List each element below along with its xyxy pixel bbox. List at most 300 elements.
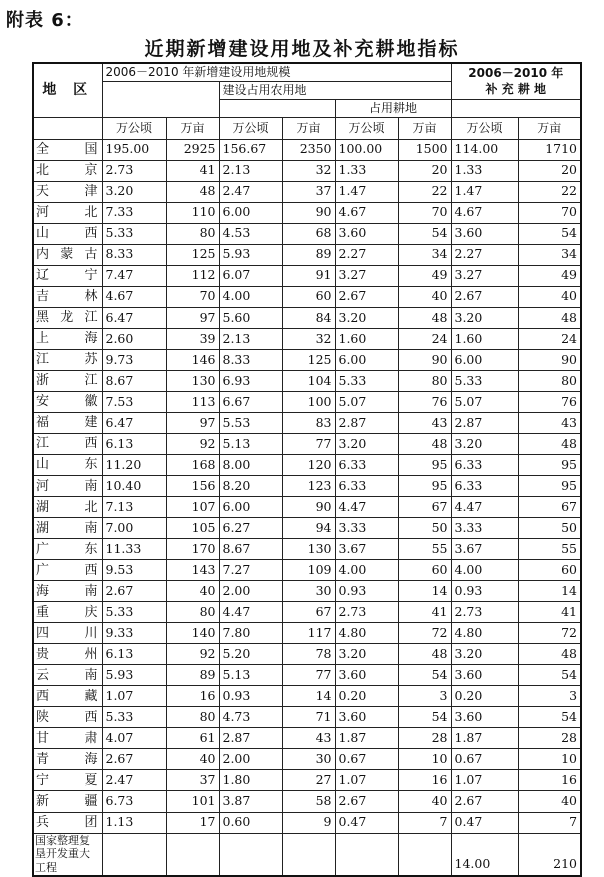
new-land-wan-gongqing-cell: 6.47 — [102, 307, 166, 328]
farmland-wan-gongqing-cell: 3.67 — [335, 539, 398, 560]
new-land-wan-gongqing-cell: 7.00 — [102, 518, 166, 539]
new-land-wan-mu-cell: 170 — [166, 539, 219, 560]
table-row — [33, 433, 581, 454]
farmland-wan-mu-cell: 49 — [398, 265, 451, 286]
supplement-wan-mu-cell: 76 — [518, 391, 581, 412]
ag-land-wan-gongqing-cell: 2.87 — [219, 728, 282, 749]
new-land-wan-mu-cell: 89 — [166, 665, 219, 686]
new-land-wan-mu-cell: 17 — [166, 812, 219, 833]
farmland-wan-gongqing-cell: 0.67 — [335, 749, 398, 770]
land-quota-table — [32, 62, 582, 877]
table-row — [33, 518, 581, 539]
supplement-wan-gongqing-cell: 3.67 — [451, 539, 518, 560]
new-land-wan-gongqing-cell: 6.13 — [102, 433, 166, 454]
supplement-wan-gongqing-cell: 6.00 — [451, 349, 518, 370]
table-row — [33, 412, 581, 433]
supplement-header-line2: 补 充 耕 地 — [485, 82, 547, 97]
table-row — [33, 202, 581, 223]
new-land-wan-mu-cell: 16 — [166, 686, 219, 707]
new-land-wan-mu-cell: 2925 — [166, 139, 219, 160]
region-name-cell: 江苏 — [33, 349, 102, 370]
new-land-wan-mu-cell: 97 — [166, 307, 219, 328]
farmland-wan-mu-cell: 41 — [398, 602, 451, 623]
new-land-wan-mu-cell: 39 — [166, 328, 219, 349]
region-name-cell: 内蒙古 — [33, 244, 102, 265]
supplement-wan-gongqing-cell: 3.20 — [451, 644, 518, 665]
new-land-wan-mu-cell: 80 — [166, 707, 219, 728]
ag-land-wan-mu-cell: 77 — [282, 665, 335, 686]
table-row — [33, 707, 581, 728]
ag-land-wan-mu-cell: 123 — [282, 476, 335, 497]
empty-cell — [282, 833, 335, 876]
farmland-wan-gongqing-cell: 4.67 — [335, 202, 398, 223]
ag-land-wan-mu-cell: 32 — [282, 328, 335, 349]
farmland-wan-gongqing-cell: 1.07 — [335, 770, 398, 791]
new-land-wan-gongqing-cell: 2.47 — [102, 770, 166, 791]
table-row — [33, 139, 581, 160]
empty-cell — [398, 833, 451, 876]
region-name-cell: 北京 — [33, 160, 102, 181]
new-land-wan-mu-cell: 146 — [166, 349, 219, 370]
farmland-wan-gongqing-cell: 4.47 — [335, 497, 398, 518]
region-name-cell: 湖北 — [33, 497, 102, 518]
farmland-wan-mu-cell: 22 — [398, 181, 451, 202]
supplement-wan-mu-cell: 43 — [518, 412, 581, 433]
ag-land-wan-gongqing-cell: 7.27 — [219, 560, 282, 581]
table-row — [33, 244, 581, 265]
region-name-cell: 贵州 — [33, 644, 102, 665]
blank-header-cell — [102, 81, 219, 117]
supplement-wan-mu-cell: 95 — [518, 454, 581, 475]
table-row — [33, 349, 581, 370]
new-land-wan-gongqing-cell: 7.53 — [102, 391, 166, 412]
new-land-wan-mu-cell: 48 — [166, 181, 219, 202]
blank-header-cell — [451, 99, 581, 117]
new-land-wan-mu-cell: 92 — [166, 433, 219, 454]
new-land-wan-mu-cell: 97 — [166, 412, 219, 433]
unit-header: 万公顷 — [451, 117, 518, 139]
new-land-wan-mu-cell: 101 — [166, 791, 219, 812]
table-row — [33, 370, 581, 391]
new-land-wan-gongqing-cell: 6.73 — [102, 791, 166, 812]
new-land-wan-mu-cell: 107 — [166, 497, 219, 518]
ag-land-wan-gongqing-cell: 2.47 — [219, 181, 282, 202]
supplement-wan-gongqing-cell: 4.80 — [451, 623, 518, 644]
supplement-wan-mu-cell: 50 — [518, 518, 581, 539]
ag-land-wan-gongqing-cell: 8.33 — [219, 349, 282, 370]
new-land-wan-gongqing-cell: 6.47 — [102, 412, 166, 433]
supplement-wan-gongqing-cell: 3.20 — [451, 433, 518, 454]
new-land-wan-mu-cell: 110 — [166, 202, 219, 223]
ag-land-wan-gongqing-cell: 2.13 — [219, 328, 282, 349]
farmland-wan-mu-cell: 10 — [398, 749, 451, 770]
supplement-wan-mu-cell: 3 — [518, 686, 581, 707]
farmland-wan-mu-cell: 60 — [398, 560, 451, 581]
supplement-wan-mu-cell: 22 — [518, 181, 581, 202]
supplement-wan-gongqing-cell: 6.33 — [451, 454, 518, 475]
supplement-wan-gongqing-cell: 3.27 — [451, 265, 518, 286]
farmland-wan-gongqing-cell: 2.67 — [335, 286, 398, 307]
supplement-wan-mu-cell: 95 — [518, 476, 581, 497]
supplement-wan-gongqing-cell: 3.20 — [451, 307, 518, 328]
new-land-wan-gongqing-cell: 195.00 — [102, 139, 166, 160]
farmland-wan-gongqing-cell: 3.60 — [335, 223, 398, 244]
farmland-wan-mu-cell: 95 — [398, 454, 451, 475]
farmland-wan-gongqing-cell: 1.60 — [335, 328, 398, 349]
farmland-wan-mu-cell: 14 — [398, 581, 451, 602]
region-name-cell: 河北 — [33, 202, 102, 223]
supplement-wan-mu-cell: 54 — [518, 707, 581, 728]
farmland-wan-gongqing-cell: 3.27 — [335, 265, 398, 286]
table-row — [33, 391, 581, 412]
farmland-wan-mu-cell: 48 — [398, 644, 451, 665]
unit-header: 万公顷 — [102, 117, 166, 139]
farmland-wan-gongqing-cell: 3.20 — [335, 307, 398, 328]
table-row — [33, 812, 581, 833]
unit-header: 万公顷 — [219, 117, 282, 139]
ag-land-wan-mu-cell: 30 — [282, 749, 335, 770]
new-land-wan-gongqing-cell: 8.67 — [102, 370, 166, 391]
region-name-cell: 云南 — [33, 665, 102, 686]
table-row — [33, 791, 581, 812]
farmland-wan-gongqing-cell: 0.20 — [335, 686, 398, 707]
farmland-wan-mu-cell: 34 — [398, 244, 451, 265]
supplement-wan-mu-cell: 10 — [518, 749, 581, 770]
new-land-wan-gongqing-cell: 9.33 — [102, 623, 166, 644]
farmland-wan-mu-cell: 70 — [398, 202, 451, 223]
ag-land-wan-gongqing-cell: 1.80 — [219, 770, 282, 791]
farmland-wan-gongqing-cell: 3.60 — [335, 665, 398, 686]
supplement-wan-gongqing-cell: 0.93 — [451, 581, 518, 602]
table-row — [33, 181, 581, 202]
supplement-wan-gongqing-cell: 1.33 — [451, 160, 518, 181]
region-name-cell: 陕西 — [33, 707, 102, 728]
ag-land-wan-gongqing-cell: 4.73 — [219, 707, 282, 728]
region-name-cell: 兵团 — [33, 812, 102, 833]
new-land-wan-mu-cell: 168 — [166, 454, 219, 475]
new-land-wan-mu-cell: 125 — [166, 244, 219, 265]
unit-header: 万亩 — [166, 117, 219, 139]
new-land-wan-gongqing-cell: 10.40 — [102, 476, 166, 497]
new-land-wan-gongqing-cell: 11.33 — [102, 539, 166, 560]
ag-land-wan-gongqing-cell: 8.67 — [219, 539, 282, 560]
table-row — [33, 581, 581, 602]
new-land-wan-mu-cell: 112 — [166, 265, 219, 286]
new-land-wan-gongqing-cell: 3.20 — [102, 181, 166, 202]
ag-land-wan-mu-cell: 125 — [282, 349, 335, 370]
new-land-wan-gongqing-cell: 2.73 — [102, 160, 166, 181]
region-header: 地 区 — [33, 63, 102, 117]
project-name-cell: 国家整理复垦开发重大工程 — [33, 833, 102, 876]
ag-land-wan-gongqing-cell: 2.00 — [219, 749, 282, 770]
farmland-wan-mu-cell: 48 — [398, 307, 451, 328]
farmland-wan-gongqing-cell: 100.00 — [335, 139, 398, 160]
new-land-wan-gongqing-cell: 5.33 — [102, 223, 166, 244]
ag-land-wan-gongqing-cell: 4.00 — [219, 286, 282, 307]
new-land-wan-gongqing-cell: 4.67 — [102, 286, 166, 307]
new-land-wan-mu-cell: 40 — [166, 749, 219, 770]
supplement-wan-mu-cell: 24 — [518, 328, 581, 349]
ag-land-wan-gongqing-cell: 6.07 — [219, 265, 282, 286]
supplement-wan-mu-cell: 67 — [518, 497, 581, 518]
supplement-wan-mu-cell: 40 — [518, 286, 581, 307]
farmland-wan-mu-cell: 54 — [398, 707, 451, 728]
ag-land-wan-mu-cell: 109 — [282, 560, 335, 581]
new-land-wan-gongqing-cell: 9.53 — [102, 560, 166, 581]
new-land-wan-gongqing-cell: 5.33 — [102, 602, 166, 623]
ag-land-wan-gongqing-cell: 6.93 — [219, 370, 282, 391]
farmland-wan-gongqing-cell: 0.47 — [335, 812, 398, 833]
ag-land-wan-mu-cell: 67 — [282, 602, 335, 623]
ag-land-wan-mu-cell: 43 — [282, 728, 335, 749]
ag-land-wan-mu-cell: 2350 — [282, 139, 335, 160]
supplement-wan-gongqing-cell: 1.07 — [451, 770, 518, 791]
ag-land-wan-gongqing-cell: 0.93 — [219, 686, 282, 707]
ag-land-wan-gongqing-cell: 3.87 — [219, 791, 282, 812]
new-land-wan-gongqing-cell: 5.93 — [102, 665, 166, 686]
farmland-wan-mu-cell: 54 — [398, 665, 451, 686]
supplement-wan-gongqing-cell: 3.60 — [451, 707, 518, 728]
supplement-header-line1: 2006－2010 年 — [468, 66, 564, 81]
new-land-wan-gongqing-cell: 7.13 — [102, 497, 166, 518]
table-row — [33, 286, 581, 307]
supplement-wan-gongqing-cell: 4.00 — [451, 560, 518, 581]
supplement-wan-mu-cell: 7 — [518, 812, 581, 833]
region-name-cell: 四川 — [33, 623, 102, 644]
farmland-wan-mu-cell: 28 — [398, 728, 451, 749]
supplement-wan-gongqing-cell: 2.67 — [451, 791, 518, 812]
farmland-wan-mu-cell: 54 — [398, 223, 451, 244]
supplement-wan-gongqing-cell: 3.60 — [451, 223, 518, 244]
farmland-wan-mu-cell: 67 — [398, 497, 451, 518]
region-name-cell: 西藏 — [33, 686, 102, 707]
blank-header-cell — [33, 117, 102, 139]
farmland-wan-gongqing-cell: 2.87 — [335, 412, 398, 433]
farmland-wan-mu-cell: 20 — [398, 160, 451, 181]
farmland-wan-gongqing-cell: 3.33 — [335, 518, 398, 539]
supplement-wan-mu-cell: 55 — [518, 539, 581, 560]
new-land-wan-mu-cell: 40 — [166, 581, 219, 602]
table-row — [33, 476, 581, 497]
supplement-wan-gongqing-cell: 1.87 — [451, 728, 518, 749]
ag-land-wan-gongqing-cell: 2.00 — [219, 581, 282, 602]
table-row — [33, 497, 581, 518]
ag-land-wan-gongqing-cell: 5.13 — [219, 433, 282, 454]
ag-land-wan-mu-cell: 30 — [282, 581, 335, 602]
table-row — [33, 686, 581, 707]
new-land-wan-gongqing-cell: 11.20 — [102, 454, 166, 475]
supplement-wan-gongqing-cell: 2.27 — [451, 244, 518, 265]
farmland-wan-mu-cell: 95 — [398, 476, 451, 497]
farmland-wan-gongqing-cell: 4.00 — [335, 560, 398, 581]
new-land-wan-mu-cell: 92 — [166, 644, 219, 665]
region-name-cell: 江西 — [33, 433, 102, 454]
supplement-wan-gongqing-cell: 5.33 — [451, 370, 518, 391]
supplement-wan-gongqing-cell: 2.87 — [451, 412, 518, 433]
supplement-wan-mu-cell: 72 — [518, 623, 581, 644]
new-land-wan-gongqing-cell: 1.13 — [102, 812, 166, 833]
supplement-wan-mu-cell: 54 — [518, 223, 581, 244]
table-row — [33, 770, 581, 791]
ag-land-wan-gongqing-cell: 8.20 — [219, 476, 282, 497]
ag-land-wan-gongqing-cell: 5.60 — [219, 307, 282, 328]
new-land-wan-gongqing-cell: 2.67 — [102, 749, 166, 770]
unit-header: 万亩 — [398, 117, 451, 139]
supplement-wan-gongqing-cell: 1.60 — [451, 328, 518, 349]
table-row — [33, 454, 581, 475]
farmland-wan-mu-cell: 24 — [398, 328, 451, 349]
farmland-wan-gongqing-cell: 0.93 — [335, 581, 398, 602]
table-row — [33, 307, 581, 328]
supplement-wan-mu-cell: 48 — [518, 644, 581, 665]
farmland-wan-gongqing-cell: 6.00 — [335, 349, 398, 370]
annex-label: 附表 6： — [6, 10, 84, 31]
table-row — [33, 160, 581, 181]
region-name-cell: 山西 — [33, 223, 102, 244]
region-name-cell: 湖南 — [33, 518, 102, 539]
farmland-wan-mu-cell: 55 — [398, 539, 451, 560]
ag-land-wan-gongqing-cell: 6.00 — [219, 497, 282, 518]
farmland-wan-gongqing-cell: 3.20 — [335, 433, 398, 454]
supplement-wan-gongqing-cell: 2.67 — [451, 286, 518, 307]
ag-land-wan-gongqing-cell: 4.47 — [219, 602, 282, 623]
supplement-header — [451, 63, 581, 99]
supplement-wan-mu-cell: 14 — [518, 581, 581, 602]
farmland-wan-gongqing-cell: 5.33 — [335, 370, 398, 391]
region-name-cell: 浙江 — [33, 370, 102, 391]
ag-land-wan-mu-cell: 104 — [282, 370, 335, 391]
table-row — [33, 644, 581, 665]
region-name-cell: 天津 — [33, 181, 102, 202]
farmland-wan-mu-cell: 48 — [398, 433, 451, 454]
supplement-wan-mu-cell: 41 — [518, 602, 581, 623]
farmland-wan-mu-cell: 3 — [398, 686, 451, 707]
farmland-wan-gongqing-cell: 3.20 — [335, 644, 398, 665]
new-land-wan-mu-cell: 80 — [166, 223, 219, 244]
table-row — [33, 328, 581, 349]
project-wan-mu-cell: 210 — [518, 833, 581, 876]
new-land-wan-mu-cell: 105 — [166, 518, 219, 539]
new-land-wan-gongqing-cell: 1.07 — [102, 686, 166, 707]
table-row — [33, 665, 581, 686]
supplement-wan-mu-cell: 48 — [518, 433, 581, 454]
table-row — [33, 560, 581, 581]
supplement-wan-gongqing-cell: 5.07 — [451, 391, 518, 412]
unit-header: 万公顷 — [335, 117, 398, 139]
ag-land-wan-mu-cell: 91 — [282, 265, 335, 286]
empty-cell — [335, 833, 398, 876]
ag-land-wan-gongqing-cell: 7.80 — [219, 623, 282, 644]
ag-land-wan-gongqing-cell: 5.13 — [219, 665, 282, 686]
region-name-cell: 吉林 — [33, 286, 102, 307]
ag-land-wan-mu-cell: 71 — [282, 707, 335, 728]
new-land-wan-mu-cell: 80 — [166, 602, 219, 623]
supplement-wan-gongqing-cell: 114.00 — [451, 139, 518, 160]
ag-land-wan-gongqing-cell: 5.20 — [219, 644, 282, 665]
region-name-cell: 河南 — [33, 476, 102, 497]
farmland-wan-gongqing-cell: 6.33 — [335, 476, 398, 497]
farmland-wan-gongqing-cell: 5.07 — [335, 391, 398, 412]
ag-land-wan-gongqing-cell: 6.67 — [219, 391, 282, 412]
supplement-wan-gongqing-cell: 2.73 — [451, 602, 518, 623]
region-name-cell: 辽宁 — [33, 265, 102, 286]
ag-land-wan-mu-cell: 32 — [282, 160, 335, 181]
ag-land-wan-mu-cell: 58 — [282, 791, 335, 812]
new-land-wan-mu-cell: 41 — [166, 160, 219, 181]
new-land-wan-gongqing-cell: 7.47 — [102, 265, 166, 286]
ag-land-header: 建设占用农用地 — [219, 81, 451, 99]
table-row — [33, 539, 581, 560]
ag-land-wan-gongqing-cell: 8.00 — [219, 454, 282, 475]
supplement-wan-mu-cell: 54 — [518, 665, 581, 686]
ag-land-wan-mu-cell: 84 — [282, 307, 335, 328]
ag-land-wan-mu-cell: 90 — [282, 202, 335, 223]
new-land-wan-gongqing-cell: 6.13 — [102, 644, 166, 665]
table-body — [33, 139, 581, 833]
project-wan-gongqing-cell: 14.00 — [451, 833, 518, 876]
region-name-cell: 青海 — [33, 749, 102, 770]
new-land-wan-mu-cell: 61 — [166, 728, 219, 749]
ag-land-wan-gongqing-cell: 5.93 — [219, 244, 282, 265]
region-name-cell: 上海 — [33, 328, 102, 349]
ag-land-wan-mu-cell: 100 — [282, 391, 335, 412]
project-row — [33, 833, 581, 876]
ag-land-wan-gongqing-cell: 6.00 — [219, 202, 282, 223]
ag-land-wan-gongqing-cell: 4.53 — [219, 223, 282, 244]
ag-land-wan-mu-cell: 94 — [282, 518, 335, 539]
ag-land-wan-gongqing-cell: 5.53 — [219, 412, 282, 433]
new-land-wan-mu-cell: 130 — [166, 370, 219, 391]
supplement-wan-gongqing-cell: 4.67 — [451, 202, 518, 223]
ag-land-wan-mu-cell: 89 — [282, 244, 335, 265]
new-land-wan-gongqing-cell: 9.73 — [102, 349, 166, 370]
farmland-wan-mu-cell: 76 — [398, 391, 451, 412]
table-row — [33, 265, 581, 286]
ag-land-wan-mu-cell: 60 — [282, 286, 335, 307]
ag-land-wan-gongqing-cell: 2.13 — [219, 160, 282, 181]
table-row — [33, 602, 581, 623]
supplement-wan-mu-cell: 80 — [518, 370, 581, 391]
supplement-wan-mu-cell: 16 — [518, 770, 581, 791]
farmland-wan-mu-cell: 16 — [398, 770, 451, 791]
ag-land-wan-mu-cell: 68 — [282, 223, 335, 244]
farmland-wan-gongqing-cell: 1.87 — [335, 728, 398, 749]
supplement-wan-mu-cell: 70 — [518, 202, 581, 223]
region-name-cell: 福建 — [33, 412, 102, 433]
supplement-wan-gongqing-cell: 3.33 — [451, 518, 518, 539]
supplement-wan-mu-cell: 90 — [518, 349, 581, 370]
new-land-scale-header: 2006－2010 年新增建设用地规模 — [102, 63, 451, 81]
supplement-wan-gongqing-cell: 6.33 — [451, 476, 518, 497]
new-land-wan-mu-cell: 37 — [166, 770, 219, 791]
region-name-cell: 甘肃 — [33, 728, 102, 749]
farmland-wan-gongqing-cell: 1.33 — [335, 160, 398, 181]
table-row — [33, 623, 581, 644]
supplement-wan-gongqing-cell: 0.47 — [451, 812, 518, 833]
region-name-cell: 重庆 — [33, 602, 102, 623]
ag-land-wan-mu-cell: 83 — [282, 412, 335, 433]
empty-cell — [166, 833, 219, 876]
new-land-wan-gongqing-cell: 7.33 — [102, 202, 166, 223]
farmland-header: 占用耕地 — [335, 99, 451, 117]
new-land-wan-mu-cell: 113 — [166, 391, 219, 412]
ag-land-wan-gongqing-cell: 6.27 — [219, 518, 282, 539]
farmland-wan-mu-cell: 90 — [398, 349, 451, 370]
farmland-wan-gongqing-cell: 4.80 — [335, 623, 398, 644]
ag-land-wan-mu-cell: 130 — [282, 539, 335, 560]
ag-land-wan-gongqing-cell: 156.67 — [219, 139, 282, 160]
farmland-wan-mu-cell: 40 — [398, 286, 451, 307]
